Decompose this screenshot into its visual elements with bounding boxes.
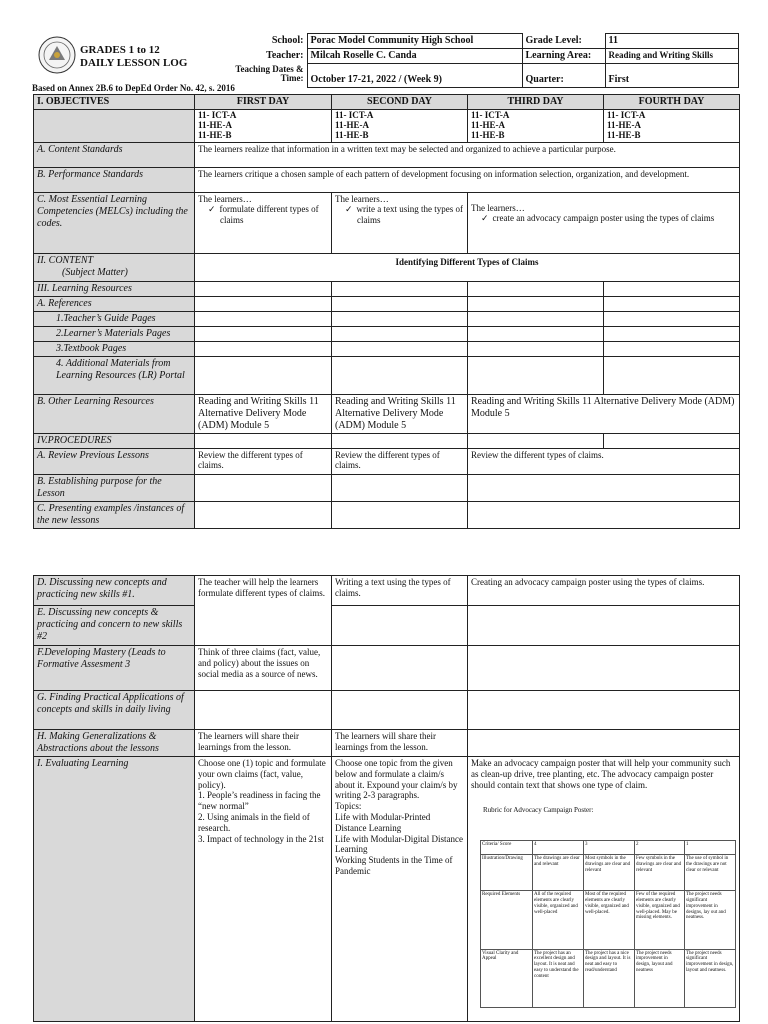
school-value: Porac Model Community High School [307, 34, 522, 49]
eval-day3-text: Make an advocacy campaign poster that will help your community such as clean-up drive, tree planting, etc. The advocacy campaign poster should contain text that shows one type of claim. [471, 758, 731, 790]
rubric-cell: The drawings are clear and relevant [533, 855, 584, 891]
eval-day2-topic: Life with Modular-Printed Distance Learning [335, 811, 431, 833]
day-header-1: FIRST DAY [195, 95, 332, 110]
section-label: 11-HE-A [471, 119, 506, 130]
rubric-cell: All of the required elements are clearly visible, organized and well-placed [533, 891, 584, 949]
rubric-cell: The project needs significant improvement in design, layout and neatness. [685, 949, 736, 1007]
rubric-cell: Few symbols in the drawings are clear and relevant [635, 855, 685, 891]
eval-day1-item: 3. Impact of technology in the 21st [198, 833, 324, 844]
resources-label: III. Learning Resources [34, 281, 195, 296]
melcs-intro: The learners… [471, 202, 525, 213]
objectives-table [33, 94, 740, 529]
eval-day1-intro: Choose one (1) topic and formulate your own claims (fact, value, policy). [198, 758, 326, 790]
discussing-day1: The teacher will help the learners formulate different types of claims. [195, 576, 332, 646]
melcs-label: C. Most Essential Learning Competencies (MELCs) including the codes. [34, 192, 195, 253]
lr-portal-label: 4. Additional Materials from Learning Resources (LR) Portal [34, 356, 195, 394]
tg-pages-label: 1.Teacher’s Guide Pages [34, 311, 195, 326]
generalizations-day2: The learners will share their learnings from the lesson. [332, 730, 468, 757]
content-label: II. CONTENT [37, 254, 94, 266]
mastery-day1: Think of three claims (fact, value, and policy) about the issues on social media as a source of news. [195, 646, 332, 691]
performance-standards-text: The learners critique a chosen sample of each pattern of development focusing on information selection, organization, and development. [195, 167, 740, 192]
performance-standards-label: B. Performance Standards [34, 167, 195, 192]
rubric-header: 1 [685, 841, 736, 855]
day-header-4: FOURTH DAY [604, 95, 740, 110]
rubric-cell: The project needs improvement in design, layout and neatness [635, 949, 685, 1007]
rubric-cell: The project has an excellent design and layout. It is neat and easy to understand the content [533, 949, 584, 1007]
evaluating-label: I. Evaluating Learning [34, 757, 195, 1022]
rubric-cell: Few of the required elements are clearly visible, organized and well-placed. May be missing elements. [635, 891, 685, 949]
content-standards-label: A. Content Standards [34, 142, 195, 167]
log-title-line2: DAILY LESSON LOG [80, 57, 188, 69]
review-day3: Review the different types of claims. [468, 448, 740, 474]
quarter-value: First [605, 64, 738, 88]
eval-day2-intro: Choose one topic from the given below and formulate a claim/s about it. Expound your claim/s by writing 2-3 paragraphs. [335, 758, 458, 801]
content-standards-text: The learners realize that information in a written text may be selected and organized to achieve a particular purpose. [195, 142, 740, 167]
rubric-cell: Visual Clarity and Appeal [481, 949, 533, 1007]
melcs-intro: The learners… [198, 193, 252, 204]
content-topic: Identifying Different Types of Claims [195, 253, 740, 281]
rubric-header: 3 [584, 841, 635, 855]
examples-label: C. Presenting examples /instances of the new lessons [34, 501, 195, 528]
eval-day2-topic: Life with Modular-Digital Distance Learning [335, 833, 464, 855]
section-label: 11-HE-A [607, 119, 642, 130]
section-label: 11-HE-B [471, 129, 505, 140]
references-label: A. References [34, 296, 195, 311]
review-day2: Review the different types of claims. [332, 448, 468, 474]
teacher-value: Milcah Roselle C. Canda [307, 49, 522, 64]
rubric-cell: Required Elements [481, 891, 533, 949]
subject-matter-label: (Subject Matter) [62, 266, 128, 278]
section-label: 11-HE-B [198, 129, 232, 140]
other-resources-day3: Reading and Writing Skills 11 Alternative Delivery Mode (ADM) Module 5 [468, 394, 740, 433]
generalizations-label: H. Making Generalizations & Abstractions about the lessons [34, 730, 195, 757]
rubric-table [480, 840, 736, 1008]
quarter-label: Quarter: [522, 64, 605, 88]
eval-day2-topic: Working Students in the Time of Pandemic [335, 855, 453, 876]
area-label: Learning Area: [522, 49, 605, 64]
melcs-day3: ✓ create an advocacy campaign poster using the types of claims [471, 213, 736, 224]
discussing-1-label: D. Discussing new concepts and practicing new skills #1. [34, 576, 195, 606]
section-label: 11-HE-A [198, 119, 233, 130]
grade-value: 11 [605, 34, 738, 49]
school-label: School: [271, 34, 304, 46]
day-header-2: SECOND DAY [332, 95, 468, 110]
dates-label-1: Teaching Dates & [235, 63, 304, 74]
section-label: 11- ICT-A [607, 110, 646, 120]
mastery-label: F.Developing Mastery (Leads to Formative Assesment 3 [34, 646, 195, 691]
rubric-header: 4 [533, 841, 584, 855]
other-resources-day2: Reading and Writing Skills 11 Alternative Delivery Mode (ADM) Module 5 [332, 394, 468, 433]
header-table [190, 33, 739, 88]
deped-order-note: Based on Annex 2B.6 to DepEd Order No. 42, s. 2016 [32, 83, 235, 93]
melcs-intro: The learners… [335, 193, 389, 204]
eval-day2-topics-label: Topics: [335, 801, 362, 812]
rubric-header: 2 [635, 841, 685, 855]
textbook-pages-label: 3.Textbook Pages [34, 341, 195, 356]
review-label: A. Review Previous Lessons [34, 448, 195, 474]
dates-label-2: Time: [280, 73, 304, 84]
section-label: 11- ICT-A [335, 110, 374, 120]
rubric-header: Criteria/ Score [481, 841, 533, 855]
melcs-day1: ✓ formulate different types of claims [198, 204, 328, 226]
review-day1: Review the different types of claims. [195, 448, 332, 474]
section-label: 11- ICT-A [471, 110, 510, 120]
day-header-3: THIRD DAY [468, 95, 604, 110]
rubric-cell: Illustration/Drawing [481, 855, 533, 891]
rubric-cell: The project needs significant improvement in designs, lay out and neatness. [685, 891, 736, 949]
area-value: Reading and Writing Skills [605, 49, 738, 64]
objectives-label: I. OBJECTIVES [34, 95, 195, 110]
grade-label: Grade Level: [522, 34, 605, 49]
applications-label: G. Finding Practical Applications of concepts and skills in daily living [34, 691, 195, 730]
dates-value: October 17-21, 2022 / (Week 9) [307, 64, 522, 88]
teacher-label: Teacher: [266, 49, 304, 61]
melcs-day2: ✓ write a text using the types of claims [335, 204, 464, 226]
eval-day1-item: 1. People’s readiness in facing the “new normal” [198, 790, 321, 812]
generalizations-day1: The learners will share their learnings from the lesson. [195, 730, 332, 757]
lm-pages-label: 2.Learner’s Materials Pages [34, 326, 195, 341]
rubric-title: Rubric for Advocacy Campaign Poster: [483, 806, 594, 815]
rubric-cell: Most of the required elements are clearly visible, organized and well-placed. [584, 891, 635, 949]
rubric-cell: Most symbols in the drawings are clear and relevant [584, 855, 635, 891]
purpose-label: B. Establishing purpose for the Lesson [34, 474, 195, 501]
other-resources-label: B. Other Learning Resources [34, 394, 195, 433]
other-resources-day1: Reading and Writing Skills 11 Alternative Delivery Mode (ADM) Module 5 [195, 394, 332, 433]
rubric-cell: The use of symbol in the drawings are not clear or relevant [685, 855, 736, 891]
procedures-label: IV.PROCEDURES [34, 433, 195, 448]
discussing-day2: Writing a text using the types of claims. [332, 576, 468, 606]
deped-seal [38, 36, 76, 74]
section-label: 11-HE-B [335, 129, 369, 140]
rubric-cell: The project has a nice design and layout. It is neat and easy to read/understand [584, 949, 635, 1007]
discussing-2-label: E. Discussing new concepts & practicing and concern to new skills #2 [34, 606, 195, 646]
section-label: 11- ICT-A [198, 110, 237, 120]
eval-day1-item: 2. Using animals in the field of research. [198, 811, 310, 833]
section-label: 11-HE-B [607, 129, 641, 140]
discussing-day3: Creating an advocacy campaign poster using the types of claims. [468, 576, 740, 606]
section-label: 11-HE-A [335, 119, 370, 130]
log-title-line1: GRADES 1 to 12 [80, 44, 160, 56]
